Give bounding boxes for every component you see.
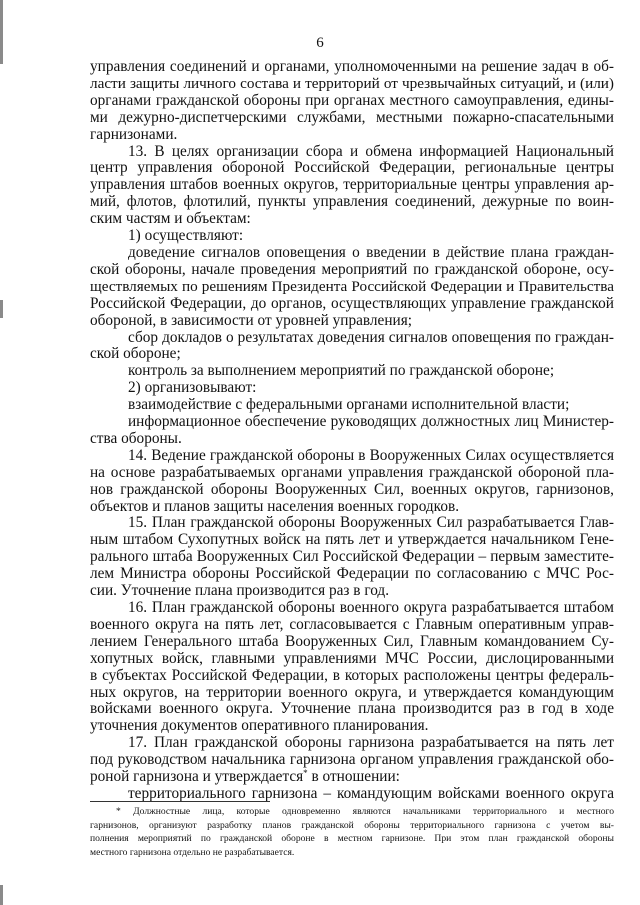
text-line xyxy=(90,832,614,846)
text-line-content: 17. План гражданской обороны гарнизона разрабатывается на пять лет xyxy=(128,734,614,752)
text-line xyxy=(90,668,614,685)
text-line xyxy=(90,448,614,465)
text-line-content: ных округов, на территории военного округа, и утверждается командующим xyxy=(90,683,614,701)
text-line-content: ства обороны. xyxy=(90,429,182,447)
text-line xyxy=(90,431,614,448)
scan-left-edge-bottom xyxy=(0,885,3,905)
text-line xyxy=(90,346,614,363)
text-line-content: территориального гарнизона – командующим войсками военного округа xyxy=(128,784,614,802)
text-line-content: в субъектах Российской Федерации, в которых расположены центры федераль- xyxy=(90,666,614,684)
text-line-content: ской обороне; xyxy=(90,345,181,363)
text-line xyxy=(90,380,614,397)
text-line-content: военного округа на пять лет, согласовывается с Главным оперативным управ- xyxy=(90,615,614,633)
page-number: 6 xyxy=(316,35,324,51)
text-line-content: 13. В целях организации сбора и обмена информацией Национальный xyxy=(128,142,614,160)
text-line-continuation: в отношении: xyxy=(307,768,400,786)
text-line-content: хопутных войск, главными управлениями МЧС России, дислоцированными xyxy=(90,649,614,667)
text-line xyxy=(90,805,614,819)
text-line-content: 15. План гражданской обороны Вооруженных Сил разрабатывается Глав- xyxy=(128,514,614,532)
text-line xyxy=(90,313,614,330)
text-line xyxy=(90,262,614,279)
scan-left-edge xyxy=(0,0,3,64)
text-line-content: лением Генерального штаба Вооруженных Сил, Главным командованием Су- xyxy=(90,632,614,650)
text-line xyxy=(90,177,614,194)
text-line xyxy=(90,414,614,431)
text-line xyxy=(90,330,614,347)
text-line xyxy=(90,583,614,600)
footnote xyxy=(90,805,614,859)
text-line xyxy=(90,651,614,668)
text-line xyxy=(90,245,614,262)
text-line-content: информационное обеспечение руководящих должностных лиц Министер- xyxy=(128,413,614,431)
text-line-content: ми дежурно-диспетчерскими службами, местными пожарно-спасательными xyxy=(90,108,614,126)
text-line-content: сии. Уточнение плана производится раз в год. xyxy=(90,582,390,600)
text-line xyxy=(90,515,614,532)
text-line xyxy=(90,752,614,769)
text-line-content: мий, флотов, флотилий, пункты управления соединений, дежурные по воин- xyxy=(90,193,614,211)
text-line-content: ласти защиты личного состава и территорий от чрезвычайных ситуаций, и (или) xyxy=(90,74,614,92)
scan-left-edge-mark xyxy=(0,300,3,318)
text-line xyxy=(90,634,614,651)
text-line xyxy=(90,846,614,860)
text-line xyxy=(90,685,614,702)
text-line xyxy=(90,160,614,177)
text-line xyxy=(90,532,614,549)
text-line-content: гарнизонами. xyxy=(90,125,178,143)
text-line-content: ским частям и объектам: xyxy=(90,210,251,228)
text-line-content: объектов и планов защиты населения военных городков. xyxy=(90,497,460,515)
text-line-content: доведение сигналов оповещения о введении в действие плана граждан- xyxy=(128,243,614,261)
text-line xyxy=(90,59,614,76)
text-line xyxy=(90,279,614,296)
text-line xyxy=(90,127,614,144)
text-line-content: нов гражданской обороны Вооруженных Сил, военных округов, гарнизонов, xyxy=(90,480,614,498)
text-line-content: роной гарнизона и утверждается xyxy=(90,768,304,786)
text-line-content: ным штабом Сухопутных войск на пять лет и утверждается начальником Гене- xyxy=(90,531,614,549)
text-line-content: на основе разрабатываемых органами управления гражданской обороной пла- xyxy=(90,463,614,481)
text-line-content: управления штабов военных округов, территориальные центры управления ар- xyxy=(90,176,614,194)
text-line-content: 16. План гражданской обороны военного округа разрабатывается штабом xyxy=(128,599,614,616)
text-line xyxy=(90,701,614,718)
text-line-content: Российской Федерации, до органов, осуществляющих управление гражданской xyxy=(90,294,614,312)
text-line-content: уточнения документов оперативного планирования. xyxy=(90,717,429,735)
footnote-separator xyxy=(90,801,270,802)
text-line xyxy=(90,769,614,786)
text-line-content: ской обороны, начале проведения мероприятий по гражданской обороне, осу- xyxy=(90,260,614,278)
text-line xyxy=(90,600,614,617)
text-line-content: * Должностные лица, которые одновременно являются начальниками территориального и местного xyxy=(116,806,614,817)
text-line-content: ществляемых по решениям Президента Российской Федерации и Правительства xyxy=(90,277,614,295)
text-line xyxy=(90,718,614,735)
text-line xyxy=(90,499,614,516)
text-line xyxy=(90,194,614,211)
text-line-content: войсками военного округа. Уточнение плана производится раз в год в ходе xyxy=(90,700,614,718)
text-line-content: органами гражданской обороны при органах местного самоуправления, едины- xyxy=(90,91,614,109)
text-line-content: под руководством начальника гарнизона органом управления гражданской обо- xyxy=(90,751,614,769)
text-line xyxy=(90,228,614,245)
text-line-content: рального штаба Вооруженных Сил Российской Федерации – первым заместите- xyxy=(90,548,614,566)
text-line xyxy=(90,296,614,313)
text-line xyxy=(90,566,614,583)
text-line xyxy=(90,110,614,127)
text-line-content: центр управления обороной Российской Федерации, региональные центры xyxy=(90,159,614,177)
text-line-content: взаимодействие с федеральными органами исполнительной власти; xyxy=(128,396,570,414)
text-line xyxy=(90,397,614,414)
text-line-content: 14. Ведение гражданской обороны в Вооруженных Силах осуществляется xyxy=(128,446,614,464)
footnote-marker: * xyxy=(303,768,308,779)
text-line-content: полнения мероприятий по гражданской обороне в местном гарнизоне. При этом план гражданской обороны xyxy=(90,833,614,845)
text-line-content: контроль за выполнением мероприятий по гражданской обороне; xyxy=(128,362,555,380)
text-line xyxy=(90,93,614,110)
text-line xyxy=(90,144,614,161)
text-line xyxy=(90,211,614,228)
text-line xyxy=(90,735,614,752)
text-line-content: обороной, в зависимости от уровней управления; xyxy=(90,311,412,329)
text-line xyxy=(90,819,614,833)
text-line xyxy=(90,363,614,380)
text-line-content: лем Министра обороны Российской Федерации по согласованию с МЧС Рос- xyxy=(90,565,614,583)
text-line xyxy=(90,482,614,499)
text-line-content: 1) осуществляют: xyxy=(128,227,244,245)
text-line-content: сбор докладов о результатах доведения сигналов оповещения по граждан- xyxy=(128,328,614,346)
text-line-content: гарнизонов, организуют разработку планов гражданской обороны территориального гарнизона с учетом вы- xyxy=(90,819,614,831)
text-line-content: управления соединений и органами, уполномоченными на решение задач в об- xyxy=(90,58,614,75)
text-line-content: 2) организовывают: xyxy=(128,379,257,397)
text-line-content: местного гарнизона отдельно не разрабатывается. xyxy=(90,846,295,858)
text-line xyxy=(90,76,614,93)
body-text xyxy=(90,59,614,803)
text-line xyxy=(90,549,614,566)
text-line xyxy=(90,465,614,482)
text-line xyxy=(90,617,614,634)
